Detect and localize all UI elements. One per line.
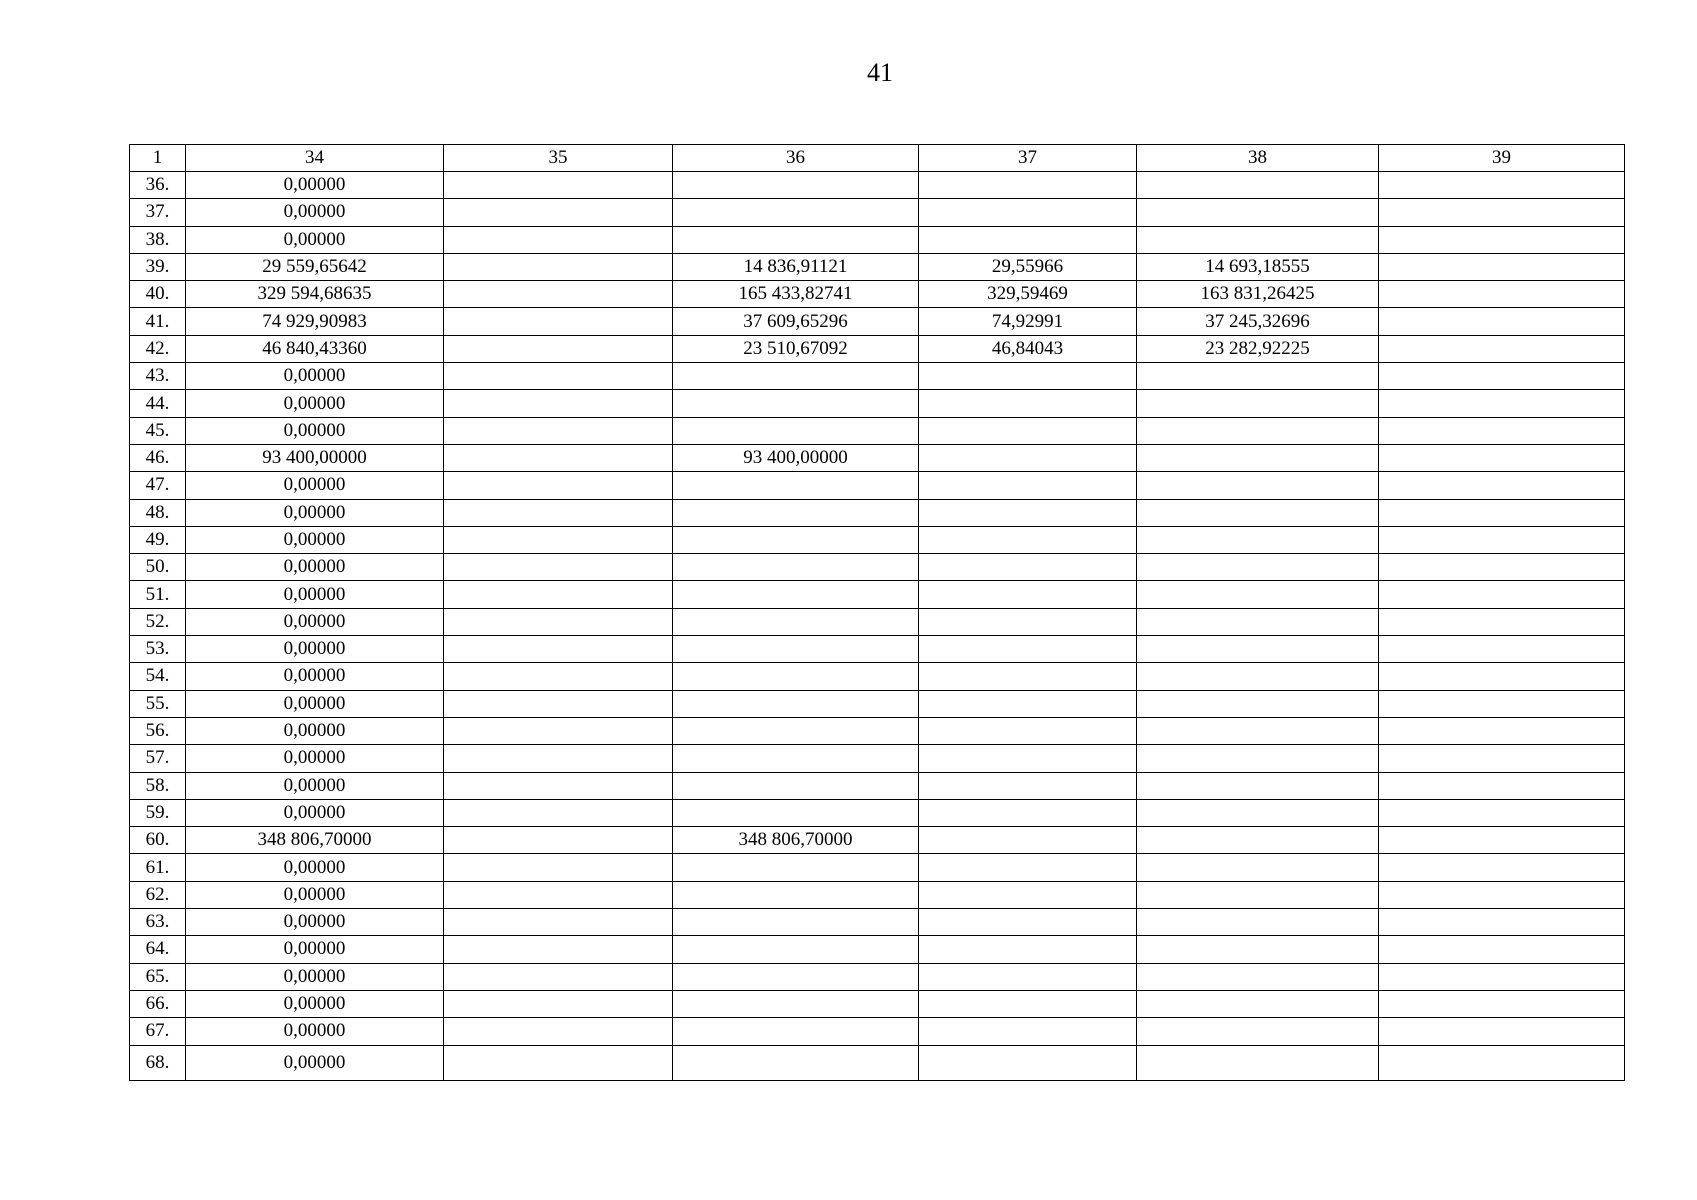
table-row (130, 1018, 1625, 1045)
table-cell (1137, 909, 1379, 936)
table-row (130, 581, 1625, 608)
row-number-cell: 40. (130, 281, 186, 308)
table-cell (1137, 172, 1379, 199)
table-cell (1379, 990, 1625, 1017)
table-cell (1379, 827, 1625, 854)
column-header: 37 (919, 145, 1137, 172)
table-cell: 165 433,82741 (673, 281, 919, 308)
row-number-cell: 43. (130, 363, 186, 390)
table-cell (1379, 281, 1625, 308)
table-cell: 0,00000 (186, 581, 444, 608)
table-cell (1379, 226, 1625, 253)
table-cell (1379, 253, 1625, 280)
table-row (130, 881, 1625, 908)
table-cell (919, 1018, 1137, 1045)
table-cell (1137, 772, 1379, 799)
table-row (130, 772, 1625, 799)
table-cell: 37 245,32696 (1137, 308, 1379, 335)
table-cell: 0,00000 (186, 990, 444, 1017)
table-cell (1137, 472, 1379, 499)
row-number-cell: 66. (130, 990, 186, 1017)
table-cell (1137, 1018, 1379, 1045)
table-cell (919, 854, 1137, 881)
table-cell (919, 499, 1137, 526)
table-cell (444, 881, 673, 908)
table-cell: 23 510,67092 (673, 335, 919, 362)
table-row (130, 854, 1625, 881)
table-row (130, 417, 1625, 444)
table-cell (673, 499, 919, 526)
table-cell: 74 929,90983 (186, 308, 444, 335)
table-row (130, 663, 1625, 690)
table-cell: 29,55966 (919, 253, 1137, 280)
table-cell (444, 554, 673, 581)
table-cell (444, 1018, 673, 1045)
table-cell (1379, 1045, 1625, 1080)
table-cell (673, 1018, 919, 1045)
table-cell: 0,00000 (186, 608, 444, 635)
row-number-cell: 57. (130, 745, 186, 772)
table-cell (919, 417, 1137, 444)
table-cell: 37 609,65296 (673, 308, 919, 335)
table-cell (1379, 854, 1625, 881)
row-number-cell: 59. (130, 799, 186, 826)
row-number-cell: 62. (130, 881, 186, 908)
column-header: 39 (1379, 145, 1625, 172)
table-cell (919, 390, 1137, 417)
table-cell (1379, 608, 1625, 635)
table-cell (1137, 690, 1379, 717)
row-number-cell: 61. (130, 854, 186, 881)
table-cell (673, 472, 919, 499)
table-cell (919, 963, 1137, 990)
row-number-cell: 65. (130, 963, 186, 990)
table-cell (1137, 199, 1379, 226)
table-cell (919, 172, 1137, 199)
table-cell (1379, 363, 1625, 390)
table-cell (444, 799, 673, 826)
table-cell (444, 253, 673, 280)
table-cell: 46,84043 (919, 335, 1137, 362)
row-number-cell: 56. (130, 717, 186, 744)
table-row (130, 608, 1625, 635)
table-cell (673, 608, 919, 635)
table-row (130, 636, 1625, 663)
table-cell (1137, 608, 1379, 635)
table-cell (673, 909, 919, 936)
table-cell: 329 594,68635 (186, 281, 444, 308)
table-cell: 329,59469 (919, 281, 1137, 308)
table-cell: 0,00000 (186, 663, 444, 690)
table-cell (444, 663, 673, 690)
table-cell (673, 854, 919, 881)
table-cell: 46 840,43360 (186, 335, 444, 362)
table-cell: 0,00000 (186, 472, 444, 499)
row-number-cell: 45. (130, 417, 186, 444)
table-cell (1137, 554, 1379, 581)
table-cell: 0,00000 (186, 799, 444, 826)
table-cell (444, 308, 673, 335)
table-cell (444, 172, 673, 199)
table-cell (1137, 799, 1379, 826)
page-number: 41 (867, 58, 893, 87)
table-cell (673, 799, 919, 826)
table-row (130, 253, 1625, 280)
table-cell (919, 1045, 1137, 1080)
row-number-cell: 58. (130, 772, 186, 799)
table-cell (673, 199, 919, 226)
table-row (130, 936, 1625, 963)
table-cell (444, 990, 673, 1017)
table-cell (444, 444, 673, 471)
row-number-cell: 51. (130, 581, 186, 608)
table-cell: 0,00000 (186, 936, 444, 963)
table-row (130, 690, 1625, 717)
row-number-cell: 37. (130, 199, 186, 226)
row-number-cell: 55. (130, 690, 186, 717)
table-cell (444, 526, 673, 553)
table-cell: 0,00000 (186, 390, 444, 417)
table-row (130, 554, 1625, 581)
table-cell (919, 199, 1137, 226)
table-cell (444, 772, 673, 799)
table-cell (444, 1045, 673, 1080)
table-cell (1379, 909, 1625, 936)
table-cell (919, 581, 1137, 608)
table-cell (673, 936, 919, 963)
row-number-cell: 48. (130, 499, 186, 526)
table-cell: 0,00000 (186, 963, 444, 990)
table-cell (444, 363, 673, 390)
table-cell: 0,00000 (186, 226, 444, 253)
table-cell (1137, 717, 1379, 744)
table-cell (919, 444, 1137, 471)
table-cell (1379, 554, 1625, 581)
table-cell: 74,92991 (919, 308, 1137, 335)
table-cell (673, 990, 919, 1017)
table-cell (1379, 799, 1625, 826)
table-cell (1379, 308, 1625, 335)
table-cell (673, 881, 919, 908)
table-cell (1137, 1045, 1379, 1080)
row-number-cell: 44. (130, 390, 186, 417)
table-cell (444, 690, 673, 717)
table-row (130, 172, 1625, 199)
column-header: 34 (186, 145, 444, 172)
column-header: 35 (444, 145, 673, 172)
table-cell (1379, 390, 1625, 417)
row-number-cell: 36. (130, 172, 186, 199)
table-cell (1379, 663, 1625, 690)
table-cell (444, 390, 673, 417)
table-row (130, 963, 1625, 990)
table-row (130, 363, 1625, 390)
table-cell (444, 717, 673, 744)
row-number-cell: 64. (130, 936, 186, 963)
table-cell: 0,00000 (186, 172, 444, 199)
table-cell: 0,00000 (186, 854, 444, 881)
table-cell (1137, 827, 1379, 854)
table-cell: 0,00000 (186, 499, 444, 526)
table-cell (444, 472, 673, 499)
table-cell (673, 390, 919, 417)
table-header-row (130, 145, 1625, 172)
row-number-cell: 60. (130, 827, 186, 854)
table-row (130, 226, 1625, 253)
table-row (130, 281, 1625, 308)
table-cell (1379, 636, 1625, 663)
table-cell (444, 827, 673, 854)
table-cell (919, 881, 1137, 908)
table-row (130, 199, 1625, 226)
column-header: 38 (1137, 145, 1379, 172)
table-cell: 0,00000 (186, 636, 444, 663)
row-number-cell: 39. (130, 253, 186, 280)
table-cell (919, 226, 1137, 253)
table-cell (673, 554, 919, 581)
table-cell: 29 559,65642 (186, 253, 444, 280)
table-cell (1379, 745, 1625, 772)
table-cell (1137, 363, 1379, 390)
table-cell (444, 745, 673, 772)
table-cell (1379, 963, 1625, 990)
table-cell (1137, 854, 1379, 881)
table-row (130, 390, 1625, 417)
table-row (130, 308, 1625, 335)
table-cell (1379, 444, 1625, 471)
table-cell: 0,00000 (186, 772, 444, 799)
table-row (130, 745, 1625, 772)
table-cell (919, 554, 1137, 581)
table-cell (919, 472, 1137, 499)
table-cell (919, 526, 1137, 553)
table-cell (673, 717, 919, 744)
table-cell (444, 963, 673, 990)
table-cell (1137, 526, 1379, 553)
table-cell (673, 745, 919, 772)
table-cell: 14 836,91121 (673, 253, 919, 280)
table-cell (919, 363, 1137, 390)
table-cell (1137, 390, 1379, 417)
table-cell (919, 936, 1137, 963)
table-cell (1379, 581, 1625, 608)
table-cell (919, 799, 1137, 826)
table-cell (919, 745, 1137, 772)
table-cell (444, 936, 673, 963)
table-cell: 93 400,00000 (186, 444, 444, 471)
table-row (130, 499, 1625, 526)
table-row (130, 717, 1625, 744)
table-cell: 0,00000 (186, 745, 444, 772)
table-row (130, 335, 1625, 362)
table-row (130, 444, 1625, 471)
row-number-cell: 53. (130, 636, 186, 663)
table-cell: 348 806,70000 (186, 827, 444, 854)
row-number-cell: 68. (130, 1045, 186, 1080)
table-cell: 348 806,70000 (673, 827, 919, 854)
table-cell (1379, 526, 1625, 553)
table-row (130, 472, 1625, 499)
table-cell: 0,00000 (186, 717, 444, 744)
table-cell (673, 690, 919, 717)
table-row (130, 1045, 1625, 1080)
table-cell (919, 636, 1137, 663)
table-cell (444, 636, 673, 663)
table-cell (1137, 226, 1379, 253)
table-cell: 0,00000 (186, 909, 444, 936)
table-cell (444, 499, 673, 526)
table-cell (1137, 881, 1379, 908)
table-cell (673, 772, 919, 799)
table-cell (444, 608, 673, 635)
data-table (129, 144, 1625, 1081)
table-row (130, 526, 1625, 553)
row-number-cell: 47. (130, 472, 186, 499)
row-number-cell: 50. (130, 554, 186, 581)
table-cell (1379, 690, 1625, 717)
row-number-cell: 41. (130, 308, 186, 335)
table-cell (919, 690, 1137, 717)
table-cell: 23 282,92225 (1137, 335, 1379, 362)
table-cell (919, 909, 1137, 936)
row-number-cell: 52. (130, 608, 186, 635)
table-cell (1379, 717, 1625, 744)
table-row (130, 799, 1625, 826)
table-cell (673, 581, 919, 608)
table-cell (919, 772, 1137, 799)
table-cell: 0,00000 (186, 1018, 444, 1045)
column-header: 36 (673, 145, 919, 172)
table-cell (1379, 172, 1625, 199)
table-cell (444, 226, 673, 253)
table-cell (673, 526, 919, 553)
row-number-cell: 49. (130, 526, 186, 553)
table-cell (444, 909, 673, 936)
table-cell (1137, 581, 1379, 608)
table-cell (673, 363, 919, 390)
table-cell: 0,00000 (186, 690, 444, 717)
table-cell (1379, 472, 1625, 499)
table-cell (673, 172, 919, 199)
table-row (130, 827, 1625, 854)
table-cell (1137, 444, 1379, 471)
table-cell (919, 663, 1137, 690)
table-cell (1137, 636, 1379, 663)
table-cell (444, 199, 673, 226)
row-number-cell: 67. (130, 1018, 186, 1045)
table-cell: 0,00000 (186, 363, 444, 390)
row-number-cell: 54. (130, 663, 186, 690)
table-cell (444, 281, 673, 308)
table-cell: 163 831,26425 (1137, 281, 1379, 308)
table-cell: 0,00000 (186, 199, 444, 226)
table-cell: 0,00000 (186, 1045, 444, 1080)
table-cell (1379, 335, 1625, 362)
table-row (130, 990, 1625, 1017)
table-cell: 0,00000 (186, 526, 444, 553)
row-number-cell: 46. (130, 444, 186, 471)
table-cell (1379, 772, 1625, 799)
table-body (130, 172, 1625, 1081)
table-cell (1379, 199, 1625, 226)
table-cell: 14 693,18555 (1137, 253, 1379, 280)
row-number-cell: 38. (130, 226, 186, 253)
table-cell (1137, 663, 1379, 690)
table-cell (673, 636, 919, 663)
table-cell (1137, 417, 1379, 444)
column-header: 1 (130, 145, 186, 172)
table-cell (673, 226, 919, 253)
table-cell: 0,00000 (186, 554, 444, 581)
table-cell (919, 608, 1137, 635)
table-cell (1379, 417, 1625, 444)
table-cell (1137, 936, 1379, 963)
table-cell (1379, 881, 1625, 908)
table-cell (673, 417, 919, 444)
table-cell (444, 854, 673, 881)
table-cell (673, 1045, 919, 1080)
table-cell (1379, 936, 1625, 963)
row-number-cell: 63. (130, 909, 186, 936)
table-cell (1379, 499, 1625, 526)
table-cell: 0,00000 (186, 417, 444, 444)
table-cell (673, 663, 919, 690)
table-cell: 93 400,00000 (673, 444, 919, 471)
table-cell (1137, 745, 1379, 772)
table-cell (919, 827, 1137, 854)
table-row (130, 909, 1625, 936)
row-number-cell: 42. (130, 335, 186, 362)
table-cell (1137, 963, 1379, 990)
table-cell (1137, 499, 1379, 526)
table-cell (673, 963, 919, 990)
table-cell (444, 581, 673, 608)
table-cell (919, 990, 1137, 1017)
table-cell: 0,00000 (186, 881, 444, 908)
table-cell (1379, 1018, 1625, 1045)
table-cell (444, 335, 673, 362)
table-cell (1137, 990, 1379, 1017)
table-cell (919, 717, 1137, 744)
table-cell (444, 417, 673, 444)
